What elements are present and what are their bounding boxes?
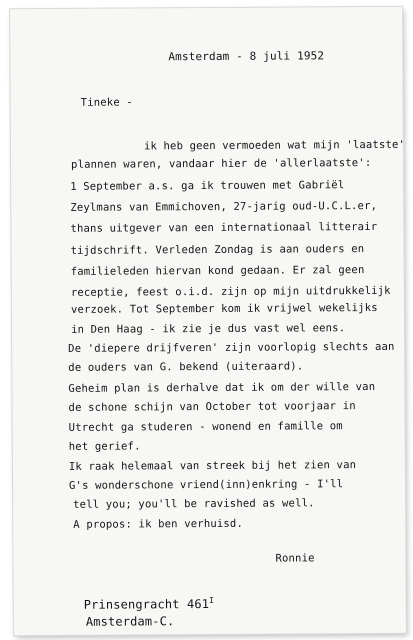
body-line: Zeylmans van Emmichoven, 27-jarig oud-U.C.L.er, <box>70 199 378 214</box>
address-line-city: Amsterdam-C. <box>85 614 175 629</box>
body-line: in Den Haag - ik zie je dus vast wel eens. <box>71 322 346 336</box>
body-line: 1 September a.s. ga ik trouwen met Gabriël <box>70 179 345 193</box>
body-line: Ik raak helemaal van streek bij het zien van <box>68 459 357 473</box>
body-line: Utrecht ga studeren - wonend en famille om <box>68 420 343 434</box>
body-line: receptie, feest o.i.d. zijn op mijn uitdrukkelijk <box>70 284 391 299</box>
address-floor-mark: I <box>209 595 215 605</box>
signature: Ronnie <box>275 552 315 565</box>
body-line: G's wonderschone vriend(inn)enkring - I'll <box>68 478 344 492</box>
body-line: ik heb geen vermoeden wat mijn 'laatste' <box>143 138 406 153</box>
body-line: het gerief. <box>68 440 141 453</box>
body-line: thans uitgever van een internationaal litterair <box>70 220 378 235</box>
body-line: tijdschrift. Verleden Zondag is aan ouders en <box>70 243 365 257</box>
body-line: A propos: ik ben verhuisd. <box>73 517 244 531</box>
body-line: plannen waren, vandaar hier de 'allerlaatste': <box>71 156 372 171</box>
address-street: Prinsengracht 461 <box>83 596 210 612</box>
body-line: familieleden hiervan kond gedaan. Er zal geen <box>70 264 365 278</box>
letter-paper <box>10 7 406 635</box>
address-line-street <box>84 596 214 612</box>
body-line: Geheim plan is derhalve dat ik om der wille van <box>68 380 376 395</box>
body-line: de ouders van G. bekend (uiteraard). <box>68 360 304 374</box>
body-line: tell you; you'll be ravished as well. <box>73 497 315 511</box>
body-line: de schone schijn van October tot voorjaar in <box>68 400 356 414</box>
body-line: De 'diepere drijfveren' zijn voorlopig slechts aan <box>68 340 395 355</box>
salutation: Tineke - <box>80 96 133 109</box>
body-line: verzoek. Tot September kom ik vrijwel wekelijks <box>70 301 378 316</box>
dateline: Amsterdam - 8 juli 1952 <box>168 49 325 64</box>
